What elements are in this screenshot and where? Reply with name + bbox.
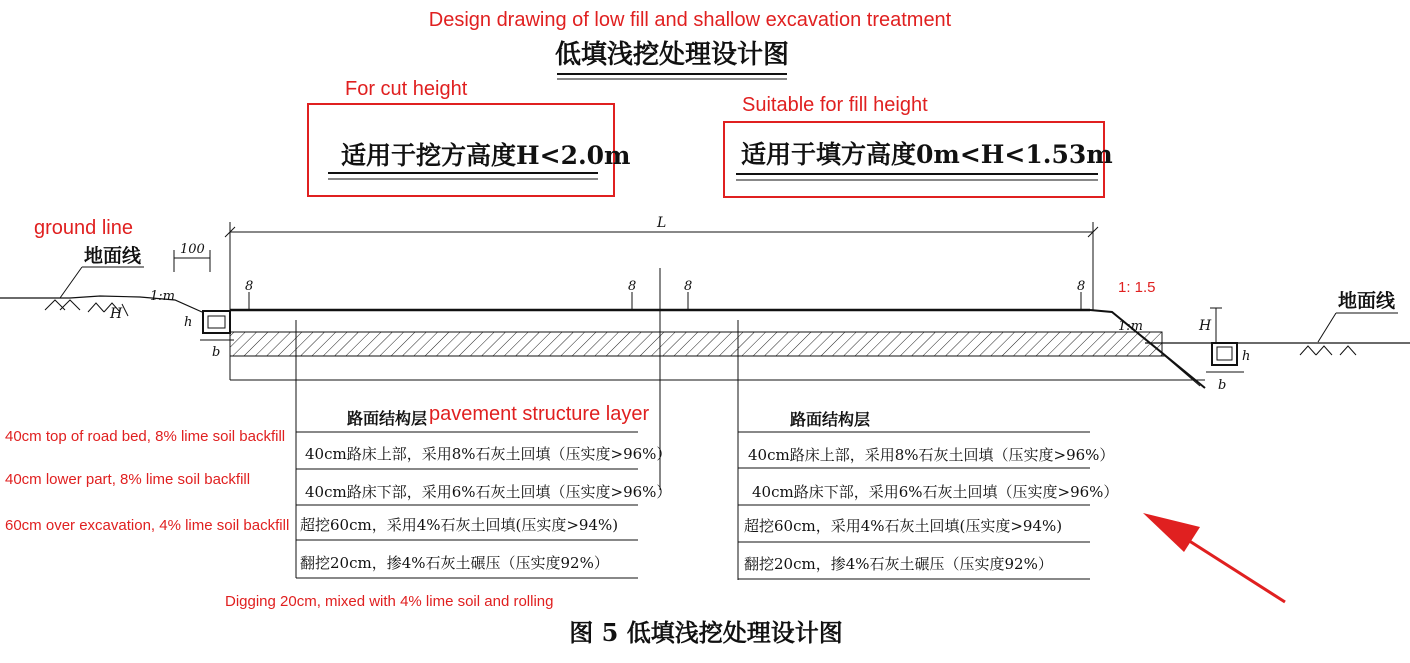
fill-annotation: Suitable for fill height — [742, 94, 928, 116]
cut-label: 适用于挖方高度H<2.0m — [341, 141, 631, 170]
marker-2: 8 — [628, 279, 637, 294]
red-arrow-icon — [1143, 513, 1285, 602]
pavement-annotation: pavement structure layer — [429, 403, 650, 425]
ditch-right — [1212, 343, 1237, 365]
cut-annotation: For cut height — [345, 78, 468, 100]
right-table-row-2: 40cm路床下部，采用6%石灰土回填（压实度>96%） — [752, 483, 1119, 501]
layer-annotation-4: Digging 20cm, mixed with 4% lime soil and rolling — [225, 593, 554, 610]
right-table-header: 路面结构层 — [790, 410, 871, 429]
dim-100: 100 — [180, 242, 205, 257]
left-table-row-4: 翻挖20cm，掺4%石灰土碾压（压实度92%） — [300, 554, 609, 572]
dim-H-left: H — [110, 306, 123, 322]
ground-line-cn-right: 地面线 — [1338, 290, 1396, 312]
slope-left: 1:m — [150, 289, 175, 304]
slope-ratio: 1: 1.5 — [1118, 279, 1156, 296]
ground-line-annotation: ground line — [34, 217, 133, 239]
marker-4: 8 — [1077, 279, 1086, 294]
figure-caption: 图 5 低填浅挖处理设计图 — [569, 618, 843, 647]
right-table-row-3: 超挖60cm，采用4%石灰土回填(压实度>94%) — [744, 517, 1063, 535]
dim-L: L — [657, 215, 667, 231]
hatched-layer — [230, 332, 1162, 356]
left-table-row-2: 40cm路床下部，采用6%石灰土回填（压实度>96%） — [305, 483, 672, 501]
ground-hatch-right — [1300, 346, 1356, 355]
layer-annotation-1: 40cm top of road bed, 8% lime soil backfill — [5, 428, 286, 445]
layer-annotation-3: 60cm over excavation, 4% lime soil backfill — [5, 517, 290, 534]
dim-h-left: h — [184, 315, 193, 330]
dim-b-left: b — [212, 345, 221, 360]
right-table-row-1: 40cm路床上部，采用8%石灰土回填（压实度>96%） — [748, 446, 1115, 464]
ground-hatch-left — [45, 300, 120, 312]
ground-line-cn-left: 地面线 — [84, 245, 142, 267]
right-table-row-4: 翻挖20cm，掺4%石灰土碾压（压实度92%） — [744, 555, 1053, 573]
left-table-row-1: 40cm路床上部，采用8%石灰土回填（压实度>96%） — [305, 445, 672, 463]
left-table-row-3: 超挖60cm，采用4%石灰土回填(压实度>94%) — [300, 516, 619, 534]
dim-H-right: H — [1199, 318, 1212, 334]
layer-annotation-2: 40cm lower part, 8% lime soil backfill — [5, 471, 251, 488]
ditch-left — [203, 311, 230, 333]
dim-h-right: h — [1242, 349, 1251, 364]
marker-1: 8 — [245, 279, 254, 294]
slope-right: 1:m — [1118, 319, 1143, 334]
left-layer-table — [296, 320, 671, 578]
marker-3: 8 — [684, 279, 693, 294]
left-table-header: 路面结构层 — [347, 409, 428, 428]
fill-label: 适用于填方高度0m<H<1.53m — [741, 140, 1113, 169]
title-cn: 低填浅挖处理设计图 — [554, 40, 790, 70]
title-en: Design drawing of low fill and shallow excavation treatment — [428, 9, 952, 31]
right-layer-table — [738, 320, 1118, 580]
dim-b-right: b — [1218, 378, 1227, 393]
